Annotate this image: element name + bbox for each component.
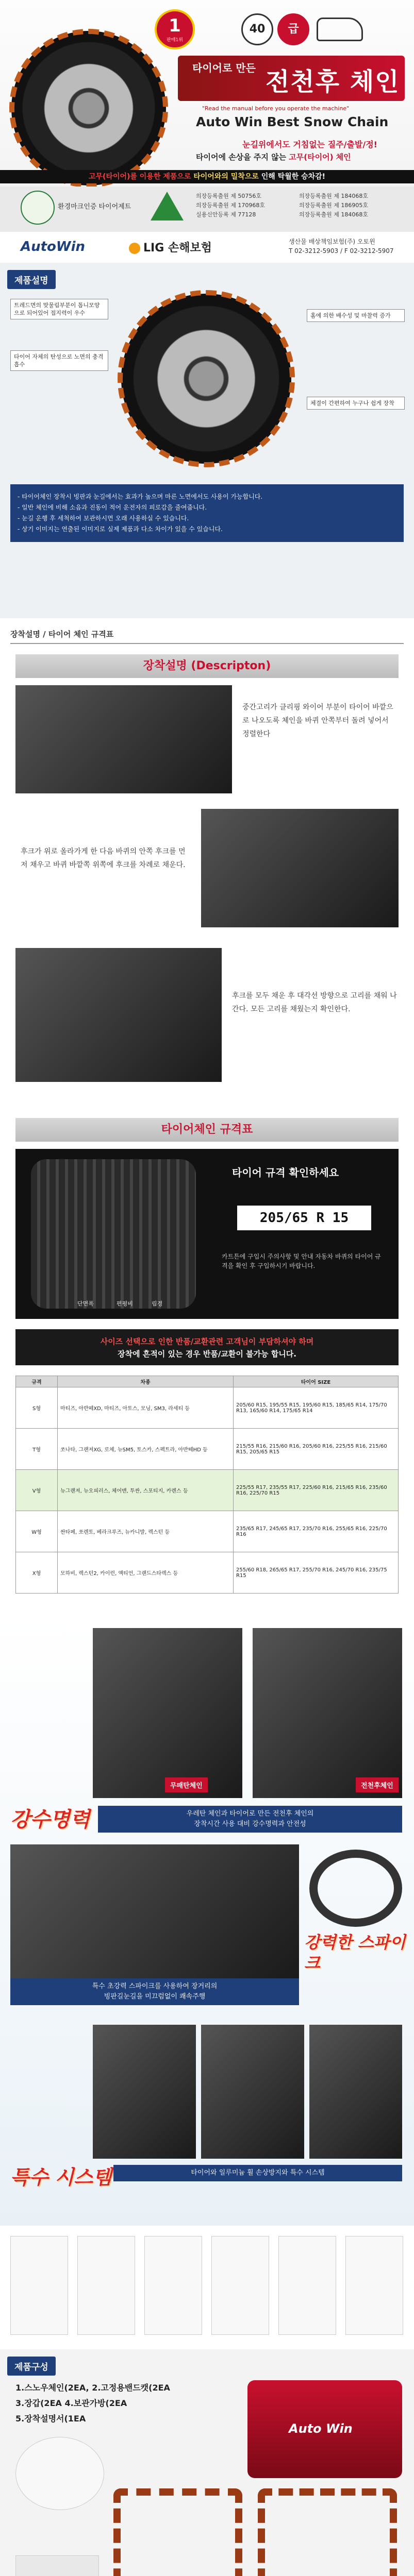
tagline-2-prefix: 타이어에 손상을 주지 않는 <box>196 152 287 162</box>
certificate-doc-2 <box>77 2236 135 2335</box>
tagline-3-prefix: 고무(타이어)를 이용한 제품으로 <box>88 173 191 181</box>
package-tag: 제품구성 <box>7 2357 56 2376</box>
brand-bar <box>0 232 414 264</box>
usage-notes: - 타이어체인 장착시 빙판과 눈길에서는 효과가 높으며 마른 노면에서도 사용이 가능합니다. - 일반 체인에 비해 소음과 진동이 적어 운전자의 피로감을 줄여줍니다. - 눈길 운행 후 세척하여 보관하시면 오래 사용하실 수 있습니다. - 상기 이미지는 연출된 이미지로 실제 제품과 다소 차이가 있을 수 있습니다. <box>10 484 404 542</box>
table-header-cars: 차종 <box>58 1376 234 1387</box>
size-badge: 40 <box>241 13 273 45</box>
install-step2-text: 후크가 위로 올라가게 한 다음 바퀴의 안쪽 후크를 먼저 채우고 바퀴 바깥쪽 위쪽에 후크를 차례로 채운다. <box>21 848 186 869</box>
cert-label: 환경마크인증 타이어제트 <box>58 203 131 211</box>
lig-icon <box>129 243 140 254</box>
row-cars: 마티즈, 아반떼XD, 마티즈, 아토스, 모닝, SM3, 라세티 등 <box>58 1387 234 1429</box>
table-header-size: 규격 <box>16 1376 58 1387</box>
hero-banner <box>0 0 414 232</box>
tire-diagram <box>15 1149 399 1319</box>
title-system: 특수 시스템 <box>10 2166 112 2189</box>
table-row <box>16 1429 399 1470</box>
certificate-doc-4 <box>211 2236 269 2335</box>
row-cars: 모하비, 렉스턴2, 카이런, 액티언, 그랜드스타렉스 등 <box>58 1552 234 1594</box>
title-strength: 강수명력 <box>10 1808 90 1832</box>
autowin-logo: AutoWin <box>21 239 86 255</box>
package-photo-chain-1 <box>113 2488 242 2576</box>
label-tension: 무패탄체인 <box>165 1777 208 1792</box>
callout-4: 체결이 간편하여 누구나 쉽게 장착 <box>307 397 405 410</box>
feature-chain-photo-left <box>93 1628 242 1798</box>
insurance-logo: LIG 손해보험 <box>129 239 212 255</box>
row-tires: 205/60 R15, 195/55 R15, 195/60 R15, 185/65 R14, 175/70 R13, 165/60 R14, 175/65 R14 <box>234 1387 399 1429</box>
table-row <box>16 1387 399 1429</box>
tagline-1: 눈길위에서도 거침없는 질주/출발/정! <box>242 140 377 149</box>
contact-info: 생산물 배상책임보험(주) 오토윈 T 02-3212-5903 / F 02-3212-5907 <box>289 238 394 255</box>
row-tires: 235/65 R17, 245/65 R17, 235/70 R16, 255/65 R16, 225/70 R16 <box>234 1511 399 1552</box>
sizechart-header: 타이어체인 규격표 <box>15 1118 399 1142</box>
rank-badge: 1 판매1위 <box>155 9 195 49</box>
install-step1-text: 중간고리가 클리핑 와이어 부분이 타이어 바깥으로 나오도록 체인을 바퀴 안쪽부터 돌려 넣어서 정렬한다 <box>242 703 393 738</box>
size-warning: 사이즈 선택으로 인한 반품/교환관련 고객님이 부담하셔야 하며 장착에 흔적이 있는 경우 반품/교환이 불가능 합니다. <box>15 1329 399 1365</box>
usage-tag: 제품설명 <box>7 270 56 289</box>
certificate-doc-6 <box>345 2236 403 2335</box>
tire-label-rim: 림경 <box>152 1300 163 1307</box>
desc-spike: 특수 초강력 스파이크를 사용하여 장거리의 빙판길눈길을 미끄럼없이 쾌속주행 <box>10 1978 299 2005</box>
row-tires: 215/55 R16, 215/60 R16, 205/60 R16, 225/55 R16, 215/60 R15, 205/65 R15 <box>234 1429 399 1470</box>
tagline-3 <box>0 170 414 183</box>
brand-english: Auto Win Best Snow Chain <box>196 114 389 129</box>
cert-strip <box>0 187 414 232</box>
tagline-3-suffix: 인해 탁월한 승차감! <box>261 173 326 181</box>
hero-title: 타이어로 만든 전천후 체인 <box>178 56 405 101</box>
tagline-2-highlight: 고무(타이어) 체인 <box>289 152 351 162</box>
feature-chain-photo-right <box>253 1628 402 1798</box>
callout-1: 트레드면의 맞물림부분이 톱니모양으로 되어있어 접지력이 우수 <box>10 299 108 319</box>
spike-detail-photo <box>309 1850 402 1927</box>
check-title: 타이어 규격 확인하세요 <box>232 1166 339 1179</box>
usage-section <box>0 263 414 618</box>
row-tires: 225/55 R17, 235/55 R17, 225/60 R16, 215/65 R16, 235/60 R16, 225/70 R15 <box>234 1470 399 1511</box>
install-breadcrumb: 장착설명 / 타이어 체인 규격표 <box>10 630 114 639</box>
table-header-tires: 타이어 SIZE <box>234 1376 399 1387</box>
feature-system-photo-2 <box>201 2025 304 2159</box>
recycle-icon <box>151 192 184 221</box>
feature-spike-photo <box>10 1844 299 1978</box>
storage-bag-image <box>247 2380 402 2478</box>
tagline-3-mid: 타이어와의 밀착으로 <box>193 173 259 181</box>
certificates-strip <box>0 2226 414 2349</box>
tire-size-readout: 205/65 R 15 <box>237 1206 371 1230</box>
desc-strength: 우레탄 체인과 타이어로 만든 전천후 체인의 장착시간 사용 대비 강수명력과 안전성 <box>98 1806 402 1833</box>
feature-system-photo-1 <box>93 2025 196 2159</box>
storage-bag-label: Auto Win <box>289 2421 353 2436</box>
size-table <box>15 1376 399 1594</box>
tire-image <box>31 1159 196 1309</box>
table-row <box>16 1552 399 1594</box>
row-cars: 뉴그랜져, 뉴오피러스, 체어맨, 투싼, 스포티지, 카렌스 등 <box>58 1470 234 1511</box>
install-step3-image <box>15 948 222 1082</box>
callout-2: 타이어 자체의 탄성으로 노면의 충격 흡수 <box>10 350 108 371</box>
feature-system-photo-3 <box>309 2025 402 2159</box>
cert-numbers-1: 의장등록출원 제 50756호 의장등록출원 제 170968호 실용신안등록 제 77128 <box>196 193 265 218</box>
certificate-doc-5 <box>278 2236 336 2335</box>
tire-side-note: 카트튼에 구입시 주의사항 및 안내 자동차 바퀴의 타이어 규격을 확인 후 구입하시기 바랍니다. <box>222 1253 381 1269</box>
install-step2-image <box>201 809 399 927</box>
package-photo-band <box>15 2437 104 2510</box>
install-header: 장착설명 (Descripton) <box>15 654 399 678</box>
row-size: W형 <box>16 1511 58 1552</box>
row-size: V형 <box>16 1470 58 1511</box>
package-photo-gloves <box>15 2555 99 2576</box>
label-joint: 전천후체인 <box>356 1777 399 1792</box>
row-size: T형 <box>16 1429 58 1470</box>
desc-system: 타이어와 일루미늄 휠 손상방지와 특수 시스템 <box>113 2165 402 2181</box>
install-divider <box>10 643 404 644</box>
package-items: 1.스노우체인(2EA, 2.고정용밴드캣(2EA 3.장갑(2EA 4.보관가방(2EA 5.장착설명서(1EA <box>15 2383 170 2424</box>
row-cars: 쏘나타, 그랜져XG, 로체, 뉴SM5, 토스카, 스펙트라, 아반떼HD 등 <box>58 1429 234 1470</box>
callout-3: 홈에 의한 배수성 및 마찰력 증가 <box>307 309 405 322</box>
tagline-2 <box>196 151 351 162</box>
sizechart-section <box>0 1113 414 1618</box>
certificate-doc-1 <box>10 2236 68 2335</box>
manual-note: "Read the manual before you operate the machine" <box>202 105 350 112</box>
eco-mark-icon <box>21 191 55 225</box>
certificate-doc-3 <box>144 2236 202 2335</box>
install-section <box>0 618 414 1113</box>
install-step3-text: 후크를 모두 채운 후 대각선 방향으로 고리를 채워 나간다. 모든 고리를 채웠는지 확인한다. <box>232 992 397 1013</box>
table-row <box>16 1470 399 1511</box>
package-section <box>0 2349 414 2576</box>
title-spike: 강력한 스파이크 <box>304 1933 406 1973</box>
tire-label-width: 단면폭 <box>77 1300 94 1307</box>
cert-numbers-2: 의장등록출원 제 184068호 의장등록출원 제 186905호 의장등록출원 제 184068호 <box>299 193 368 218</box>
row-tires: 255/60 R18, 265/65 R17, 255/70 R16, 245/70 R16, 235/75 R15 <box>234 1552 399 1594</box>
package-photo-chain-2 <box>258 2488 397 2576</box>
usage-chain-image <box>118 290 295 467</box>
row-size: X형 <box>16 1552 58 1594</box>
row-cars: 싼타페, 쏘렌토, 베라크루즈, 뉴카니발, 렉스턴 등 <box>58 1511 234 1552</box>
grade-badge: 급 <box>277 13 309 45</box>
row-size: S형 <box>16 1387 58 1429</box>
car-icon <box>317 18 363 41</box>
install-step1-image <box>15 685 232 793</box>
tire-label-ratio: 편평비 <box>117 1300 133 1307</box>
table-row <box>16 1511 399 1552</box>
hero-chain-overlay <box>9 29 168 188</box>
features-section <box>0 1618 414 2226</box>
